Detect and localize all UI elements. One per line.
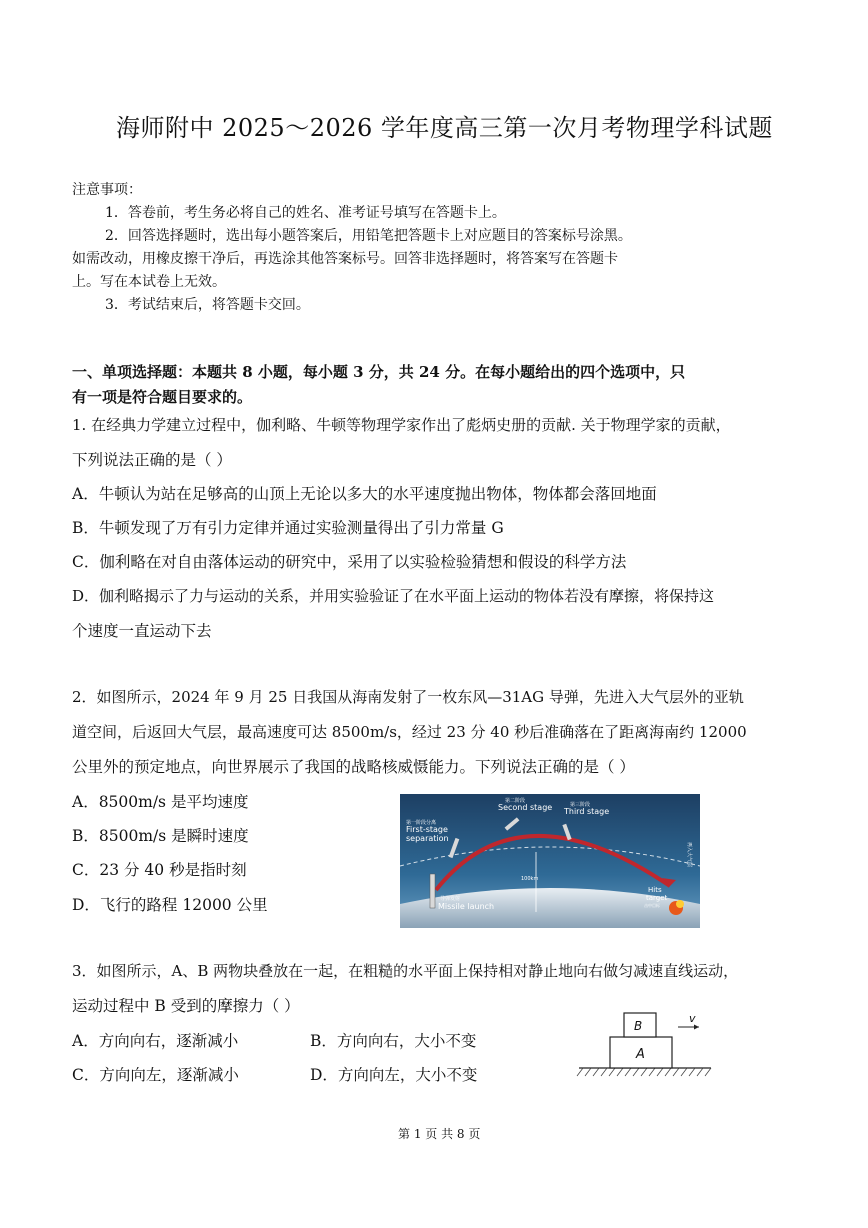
missile-trajectory-figure [400,794,700,928]
launch-label-cn: 导弹发射 [440,896,461,902]
first-stage-label: First-stage [406,825,448,834]
q2-option-a: A．8500m/s 是平均速度 [72,793,249,811]
q2-stem: 2．如图所示，2024 年 9 月 25 日我国从海南发射了一枚东风—31AG 导弹，先进入大气层外的亚轨 [72,688,744,706]
q1-stem: 1. 在经典力学建立过程中，伽利略、牛顿等物理学家作出了彪炳史册的贡献. 关于物理学家的贡献， [72,416,731,434]
q2-stem-cont: 道空间，后返回大气层，最高速度可达 8500m/s，经过 23 分 40 秒后准确落在了距离海南约 12000 [72,723,747,741]
q3-option-b: B．方向向右，大小不变 [310,1032,477,1050]
notice-line: 3．考试结束后，将答题卡交回。 [105,297,310,313]
hits-target-label-line2: target [646,894,668,902]
notice-heading: 注意事项： [72,182,142,198]
missile-icon [430,874,435,908]
notice-line: 如需改动，用橡皮擦干净后，再选涂其他答案标号。回答非选择题时，将答案写在答题卡 [72,251,618,267]
page-number: 第 1 页 共 8 页 [398,1127,481,1141]
q3-stem: 3．如图所示，A、B 两物块叠放在一起，在粗糙的水平面上保持相对静止地向右做匀减速直线运动， [72,962,739,980]
third-stage-label: Third stage [564,807,610,816]
page-title: 海师附中 2025～2026 学年度高三第一次月考物理学科试题 [116,114,773,142]
q3-option-a: A．方向向右，逐渐减小 [72,1032,239,1050]
second-stage-label: Second stage [498,803,553,812]
velocity-label: v [689,1012,696,1025]
q1-option-b: B．牛顿发现了万有引力定律并通过实验测量得出了引力常量 G [72,519,504,537]
altitude-label: 100km [521,876,539,882]
q2-option-b: B．8500m/s 是瞬时速度 [72,827,249,845]
q1-option-c: C．伽利略在对自由落体运动的研究中，采用了以实验检验猜想和假设的科学方法 [72,553,627,571]
q1-option-a: A．牛顿认为站在足够高的山顶上无论以多大的水平速度抛出物体，物体都会落回地面 [72,485,657,503]
first-stage-label-cn: 第一阶段分离 [406,820,437,826]
first-stage-label-line2: separation [406,834,449,843]
hits-target-label: Hits [648,886,662,894]
q1-option-d: D．伽利略揭示了力与运动的关系，并用实验验证了在水平面上运动的物体若没有摩擦，将保持这 [72,587,715,605]
notice-line: 2．回答选择题时，选出每小题答案后，用铅笔把答题卡上对应题目的答案标号涂黑。 [105,228,632,244]
block-a-label: A [636,1047,645,1062]
q2-stem-cont: 公里外的预定地点，向世界展示了我国的战略核威慑能力。下列说法正确的是（ ） [72,758,635,776]
ground-hatching [577,1068,711,1076]
third-stage-label-cn: 第三阶段 [570,802,591,808]
q2-option-d: D．飞行的路程 12000 公里 [72,896,268,914]
q1-option-d-cont: 个速度一直运动下去 [72,622,212,640]
hits-target-label-cn: 击中目标 [644,903,660,908]
section-heading: 一、单项选择题：本题共 8 小题，每小题 3 分，共 24 分。在每小题给出的四个选项中，只 [72,363,686,381]
q2-option-c: C．23 分 40 秒是指时刻 [72,861,247,879]
q3-option-d: D．方向向左，大小不变 [310,1066,478,1084]
launch-label: Missile launch [438,902,495,911]
q1-stem-cont: 下列说法正确的是（ ） [72,451,232,469]
reentry-label-cn: 再入大气层 [686,842,692,868]
notice-line: 1．答卷前，考生务必将自己的姓名、准考证号填写在答题卡上。 [105,205,506,221]
second-stage-label-cn: 第二阶段 [505,798,526,804]
section-heading-cont: 有一项是符合题目要求的。 [72,388,253,406]
blocks-figure [575,1008,715,1082]
velocity-arrowhead [694,1025,699,1030]
notice-line: 上。写在本试卷上无效。 [72,274,226,290]
q3-stem-cont: 运动过程中 B 受到的摩擦力（ ） [72,997,300,1015]
q3-option-c: C．方向向左，逐渐减小 [72,1066,239,1084]
block-b-label: B [634,1019,643,1033]
